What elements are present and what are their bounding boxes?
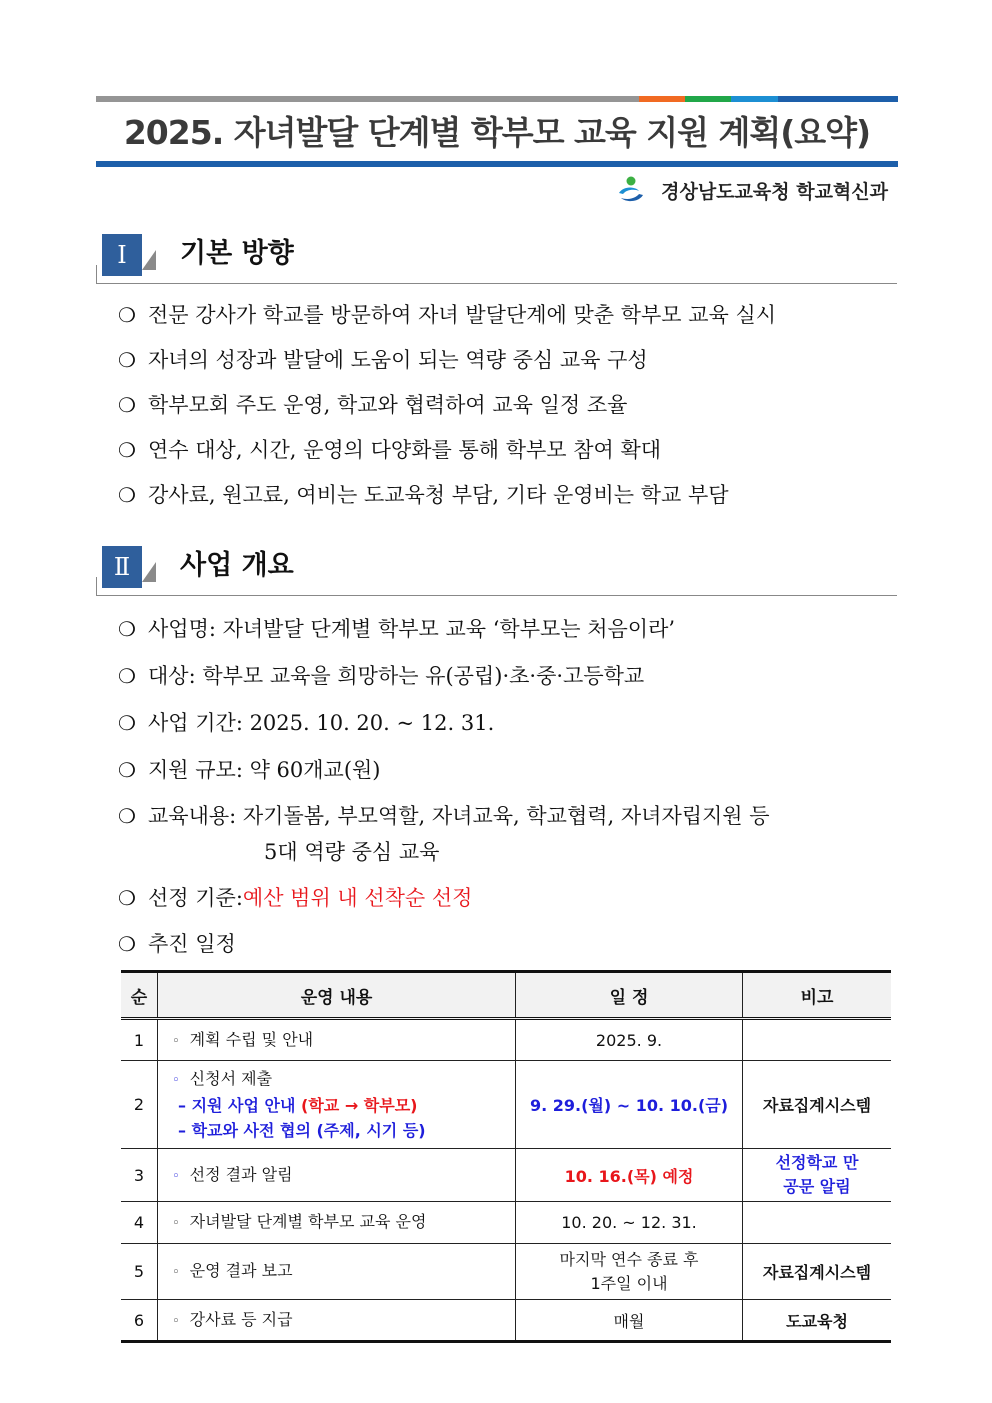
column-header-date: 일 정 xyxy=(516,972,743,1019)
table-row: 6 ◦ 강사료 등 지급 매월 도교육청 xyxy=(121,1300,891,1342)
list-item-schedule: ❍ 추진 일정 xyxy=(118,929,236,959)
list-item: ❍ 전문 강사가 학교를 방문하여 자녀 발달단계에 맞춘 학부모 교육 실시 xyxy=(118,300,776,330)
section-heading-project-overview xyxy=(96,540,896,596)
title-top-color-bar xyxy=(96,96,898,102)
table-row: 5 ◦ 운영 결과 보고 마지막 연수 종료 후 1주일 이내 자료집계시스템 xyxy=(121,1244,891,1300)
circle-bullet-icon: ❍ xyxy=(118,664,136,688)
list-item: ❍ 학부모회 주도 운영, 학교와 협력하여 교육 일정 조율 xyxy=(118,390,627,420)
small-circle-bullet-icon: ◦ xyxy=(172,1313,180,1329)
small-circle-bullet-icon: ◦ xyxy=(172,1265,180,1280)
section-title: 기본 방향 xyxy=(180,238,294,269)
organization xyxy=(615,174,888,206)
small-circle-bullet-icon: ◦ xyxy=(172,1073,180,1088)
schedule-table xyxy=(121,970,891,1343)
section-heading-basic-direction xyxy=(96,228,896,284)
bar-green xyxy=(685,96,731,102)
bar-gray xyxy=(96,96,639,102)
list-item: ❍ 연수 대상, 시간, 운영의 다양화를 통해 학부모 참여 확대 xyxy=(118,435,661,465)
document-title: 2025. 자녀발달 단계별 학부모 교육 지원 계획(요약) xyxy=(123,113,871,152)
circle-bullet-icon: ❍ xyxy=(118,758,136,782)
column-header-content: 운영 내용 xyxy=(158,972,516,1019)
list-item-scale: ❍ 지원 규모: 약 60개교(원) xyxy=(118,755,381,785)
bar-light-blue xyxy=(731,96,778,102)
list-item-period: ❍ 사업 기간: 2025. 10. 20. ~ 12. 31. xyxy=(118,708,494,738)
list-item-target: ❍ 대상: 학부모 교육을 희망하는 유(공립)·초·중·고등학교 xyxy=(118,661,644,691)
small-circle-bullet-icon: ◦ xyxy=(172,1033,180,1049)
circle-bullet-icon: ❍ xyxy=(118,932,136,956)
bar-orange xyxy=(639,96,685,102)
heading-triangle-decoration xyxy=(142,562,156,582)
circle-bullet-icon: ❍ xyxy=(118,303,136,327)
organization-name: 경상남도교육청 학교혁신과 xyxy=(661,180,888,203)
circle-bullet-icon: ❍ xyxy=(118,804,136,828)
list-item-content-continued: 5대 역량 중심 교육 xyxy=(264,840,440,864)
circle-bullet-icon: ❍ xyxy=(118,711,136,735)
list-item: ❍ 강사료, 원고료, 여비는 도교육청 부담, 기타 운영비는 학교 부담 xyxy=(118,480,729,510)
bar-dark-blue xyxy=(778,96,898,102)
section-number: Ⅰ xyxy=(102,234,142,276)
circle-bullet-icon: ❍ xyxy=(118,886,136,910)
table-header-row xyxy=(121,972,891,1019)
circle-bullet-icon: ❍ xyxy=(118,348,136,372)
table-row: 1 ◦ 계획 수립 및 안내 2025. 9. xyxy=(121,1019,891,1061)
title-bottom-bar xyxy=(96,161,898,167)
list-item-criteria: ❍ 선정 기준: 예산 범위 내 선착순 선정 xyxy=(118,883,472,913)
column-header-no: 순 xyxy=(121,972,158,1019)
column-header-note: 비고 xyxy=(743,972,892,1019)
table-row: 2 ◦ 신청서 제출 – 지원 사업 안내 (학교 → 학부모) – 학교와 사전 협의 (주제, 시기 등) 9. 29.(월) ~ 10. 10.(금) 자료집계시스템 xyxy=(121,1061,891,1149)
small-circle-bullet-icon: ◦ xyxy=(172,1216,180,1231)
criteria-highlight: 예산 범위 내 선착순 선정 xyxy=(242,886,473,910)
circle-bullet-icon: ❍ xyxy=(118,393,136,417)
section-title: 사업 개요 xyxy=(180,550,294,581)
table-row: 3 ◦ 선정 결과 알림 10. 16.(목) 예정 선정학교 만 공문 알림 xyxy=(121,1149,891,1202)
circle-bullet-icon: ❍ xyxy=(118,483,136,507)
small-circle-bullet-icon: ◦ xyxy=(172,1168,180,1184)
heading-triangle-decoration xyxy=(142,250,156,270)
circle-bullet-icon: ❍ xyxy=(118,438,136,462)
list-item-project-name: ❍ 사업명: 자녀발달 단계별 학부모 교육 ‘학부모는 처음이라’ xyxy=(118,614,675,644)
circle-bullet-icon: ❍ xyxy=(118,617,136,641)
section-number: Ⅱ xyxy=(102,546,142,588)
list-item: ❍ 자녀의 성장과 발달에 도움이 되는 역량 중심 교육 구성 xyxy=(118,345,648,375)
list-item-content: ❍ 교육내용: 자기돌봄, 부모역할, 자녀교육, 학교협력, 자녀자립지원 등 xyxy=(118,801,770,831)
gyeongnam-education-logo-icon xyxy=(615,175,647,205)
table-row: 4 ◦ 자녀발달 단계별 학부모 교육 운영 10. 20. ~ 12. 31. xyxy=(121,1202,891,1244)
